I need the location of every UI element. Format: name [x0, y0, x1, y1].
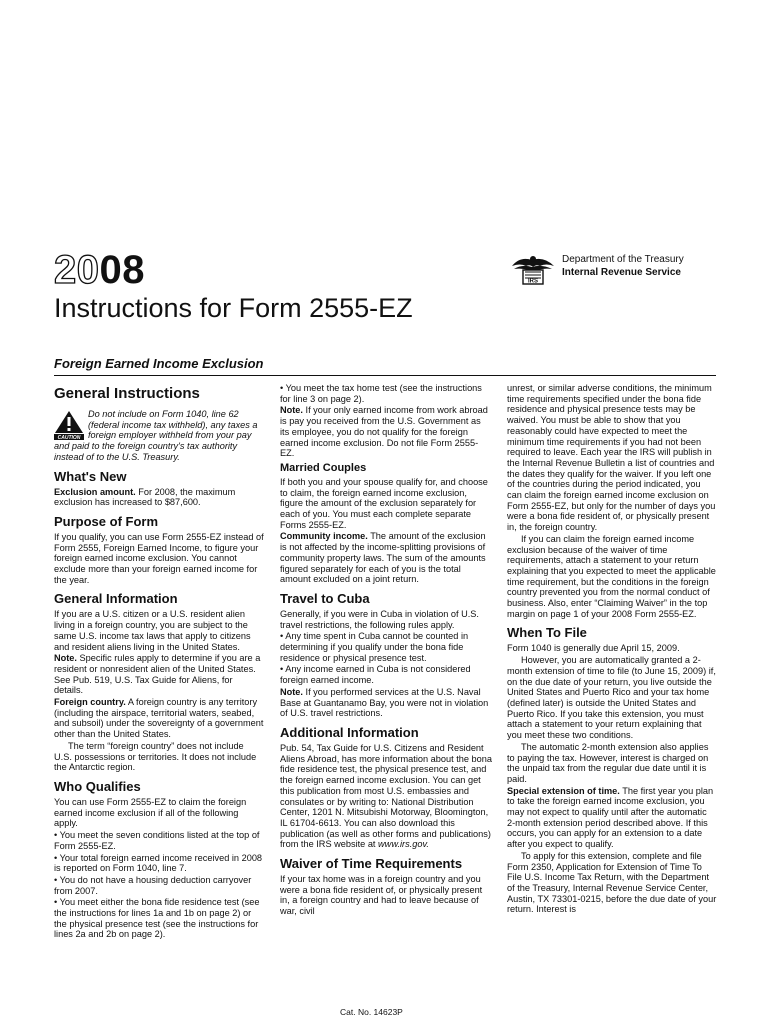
automatic-extension-text: However, you are automatically granted a 2-month extension of time to file (to June 15, 2009) if, on the due date of your return, you live outside the United States and Puerto Rico and your tax home (defined later) is outside the United States and Puerto Rico. If you take this extension, you must attach a statement to your return explaining that you meet these two conditions. — [507, 655, 716, 741]
note-paragraph — [54, 653, 264, 696]
married-couples-text: If both you and your spouse qualify for, and choose to claim, the foreign earned income exclusion, figure the amount of the exclusion separately for each of you. You must each complete separate Forms 2555-EZ. — [280, 476, 488, 530]
waiver-claim-text: If you can claim the foreign earned income exclusion because of the waiver of time requirements, attach a statement to your return explaining that you expected to meet the applicable time requirement, but the conditions in the foreign country prevented you from the normal conduct of business. Also, enter “Claiming Waiver” in the top margin on page 1 of your 2008 Form 2555-EZ. — [507, 533, 716, 619]
foreign-country-paragraph — [54, 697, 264, 740]
heading-general-information: General Information — [54, 591, 178, 607]
year-outline-digits: 20 — [54, 248, 100, 292]
community-income-label: Community income. — [280, 531, 368, 542]
special-extension-text: The first year you plan to take the foreign earned income exclusion, you may not expect to qualify until after the automatic 2-month extension period described above. If this occurs, you can apply for an extension to a date after you expect to qualify. — [507, 785, 714, 850]
header-divider — [54, 375, 716, 376]
waiver-text: If your tax home was in a foreign country and you were a bona fide resident of, or physically present in, a foreign country and had to leave because of war, civil — [280, 874, 483, 917]
special-extension-paragraph — [507, 786, 717, 850]
heading-who-qualifies: Who Qualifies — [54, 778, 141, 794]
year-solid-digits: 08 — [99, 248, 145, 292]
heading-purpose: Purpose of Form — [54, 513, 159, 529]
additional-information-paragraph — [280, 743, 492, 850]
list-item: • You do not have a housing deduction carryover from 2007. — [54, 874, 252, 896]
column-1 — [54, 383, 264, 941]
caution-note — [54, 409, 264, 463]
exclusion-text: For 2008, the maximum exclusion has increased to $87,600. — [54, 486, 236, 508]
heading-additional-information: Additional Information — [280, 724, 419, 740]
column-2 — [280, 383, 492, 918]
caution-text: Do not include on Form 1040, line 62 (federal income tax withheld), any taxes a foreign employer withheld from your pay and paid to the foreign country's tax authority instead of to the U.S. Treasury. — [54, 409, 258, 462]
heading-whats-new: What's New — [54, 468, 127, 484]
agency-department: Department of the Treasury — [562, 254, 684, 265]
document-subtitle: Foreign Earned Income Exclusion — [54, 356, 264, 371]
catalog-number: Cat. No. 14623P — [340, 1007, 403, 1017]
exclusion-paragraph — [54, 487, 264, 508]
heading-when-to-file: When To File — [507, 625, 587, 641]
document-title: Instructions for Form 2555-EZ — [54, 293, 413, 323]
list-item: • You meet either the bona fide residence test (see the instructions for lines 1a and 1b on page 2) or the physical presence test (see the instructions for lines 2a and 2b on page 2). — [54, 897, 260, 940]
list-item: • You meet the seven conditions listed at the top of Form 2555-EZ. — [54, 830, 260, 851]
note-text: If your only earned income from work abroad is pay you received from the U.S. Government as its employee, you do not qualify for the foreign earned income exclusion. Do not file Form 2555-EZ. — [280, 405, 488, 459]
list-item: • Any time spent in Cuba cannot be counted in determining if you qualify under the bona fide residence or physical presence test. — [280, 631, 469, 663]
general-information-text: If you are a U.S. citizen or a U.S. resident alien living in a foreign country, you are subject to the same U.S. income tax laws that apply to citizens and resident aliens living in the United States. — [54, 609, 251, 652]
community-income-text: The amount of the exclusion is not affected by the income-splitting provisions of community property laws. The sum of the amounts figured separately for each of you is the total amount excluded on a joint return. — [280, 531, 486, 585]
note-paragraph — [280, 405, 492, 459]
foreign-country-text: A foreign country is any territory (including the airspace, territorial waters, seabed, and subsoil) under the sovereignty of a government other than the United States. — [54, 697, 264, 740]
interest-text: The automatic 2-month extension also applies to paying the tax. However, interest is charged on the unpaid tax from the regular due date until it is paid. — [507, 741, 709, 784]
caution-icon — [54, 410, 84, 440]
apply-extension-text: To apply for this extension, complete and file Form 2350, Application for Extension of Time To File U.S. Income Tax Return, with the Department of the Treasury, Internal Revenue Service Center, Austin, TX 73301-0215, before the due date of your return. Interest is — [507, 850, 717, 915]
irs-eagle-logo-icon — [510, 252, 556, 286]
foreign-country-label: Foreign country. — [54, 697, 126, 708]
heading-waiver: Waiver of Time Requirements — [280, 856, 463, 872]
list-item: • Any income earned in Cuba is not considered foreign earned income. — [280, 664, 471, 686]
note-text: If you performed services at the U.S. Naval Base at Guantanamo Bay, you were not in violation of U.S. travel restrictions. — [280, 686, 489, 719]
who-qualifies-text: You can use Form 2555-EZ to claim the foreign earned income exclusion if all of the following apply. — [54, 796, 247, 829]
additional-information-text: Pub. 54, Tax Guide for U.S. Citizens and Resident Aliens Abroad, has more information about the bona fide residence test, the physical presence test, and the foreign earned income exclusion. You can get this publication from most U.S. embassies and consulates or by writing to: National Distribution Center, 1201 N. Mitsubishi Motorway, Bloomington, IL 61704-6613. You can also download this publication (as well as other forms and publications) from the IRS website at — [280, 742, 492, 850]
note-label: Note. — [280, 686, 303, 697]
heading-travel-to-cuba: Travel to Cuba — [280, 590, 370, 606]
when-to-file-text: Form 1040 is generally due April 15, 2009. — [507, 643, 680, 654]
exclusion-label: Exclusion amount. — [54, 486, 136, 497]
year-title — [54, 250, 145, 290]
foreign-country-term: The term “foreign country” does not include U.S. possessions or territories. It does not include the Antarctic region. — [54, 740, 257, 773]
column-3 — [507, 383, 717, 916]
heading-general-instructions: General Instructions — [54, 385, 200, 402]
irs-website-link[interactable]: www.irs.gov. — [378, 839, 429, 850]
list-item: • Your total foreign earned income received in 2008 is reported on Form 1040, line 7. — [54, 852, 263, 874]
agency-block — [510, 252, 684, 286]
svg-text:IRS: IRS — [527, 278, 539, 285]
cuba-text: Generally, if you were in Cuba in violation of U.S. travel restrictions, the following rules apply. — [280, 608, 479, 630]
heading-married-couples: Married Couples — [280, 461, 367, 474]
caution-label: CAUTION — [57, 435, 81, 440]
community-income-paragraph — [280, 531, 492, 585]
special-extension-label: Special extension of time. — [507, 785, 620, 796]
purpose-text: If you qualify, you can use Form 2555-EZ instead of Form 2555, Foreign Earned Income, to figure your foreign earned income exclusion. You cannot exclude more than your foreign earned income for the year. — [54, 531, 264, 585]
note-paragraph — [280, 687, 492, 719]
waiver-continued-text: unrest, or similar adverse conditions, the minimum time requirements specified under the bona fide residence and physical presence tests may be waived. You must be able to show that you reasonably could have expected to meet the minimum time requirements if you had not been required to leave. Each year the IRS will publish in the Internal Revenue Bulletin a list of countries and the dates they qualify for the waiver. If you left one of the countries during the period indicated, you can claim the foreign earned income exclusion on Form 2555-EZ, but only for the number of days you were a bona fide resident of, or physically present in, the foreign country. — [507, 383, 716, 533]
note-label: Note. — [280, 405, 303, 416]
list-item: • You meet the tax home test (see the instructions for line 3 on page 2). — [280, 383, 482, 404]
note-text: Specific rules apply to determine if you are a resident or nonresident alien of the United States. See Pub. 519, U.S. Tax Guide for Aliens, for details. — [54, 653, 261, 696]
note-label: Note. — [54, 653, 77, 664]
agency-irs: Internal Revenue Service — [562, 267, 681, 278]
